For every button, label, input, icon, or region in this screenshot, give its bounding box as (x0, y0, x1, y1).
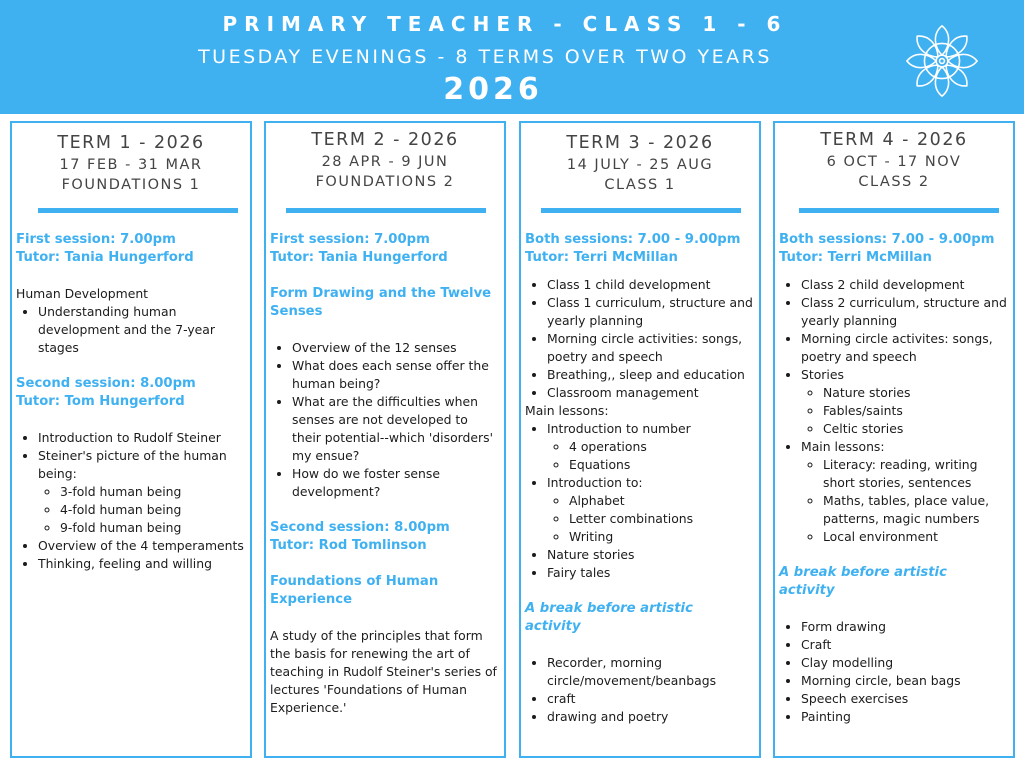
term-1-subtitle: FOUNDATIONS 1 (61, 177, 201, 193)
list-item: ◦ Nature stories (823, 384, 1007, 402)
list-item: ◦ 4-fold human being (60, 501, 244, 519)
list-item: ◦ Literacy: reading, writing short stories, sentences (823, 456, 1007, 492)
list-item: • Breathing,, sleep and education (547, 366, 753, 384)
first-session: First session: 7.00pm (16, 232, 176, 247)
list-item: • Fairy tales (547, 564, 753, 582)
term-1-title: TERM 1 - 2026 (57, 133, 205, 153)
term-2-body (270, 231, 498, 717)
term-3-body (525, 231, 753, 726)
page-subtitle: TUESDAY EVENINGS - 8 TERMS OVER TWO YEARS (198, 46, 772, 68)
list-item: • Introduction to Rudolf Steiner (38, 429, 244, 447)
list-item: • Understanding human development and the 7-year stages (38, 303, 244, 357)
term-2-title: TERM 2 - 2026 (311, 130, 459, 150)
list-item: • How do we foster sense development? (292, 465, 498, 501)
list-item: • Stories ◦ Nature stories ◦ Fables/saints ◦ Celtic stories (801, 366, 1007, 438)
session-times: Both sessions: 7.00 - 9.00pm (779, 232, 995, 247)
term-3-dates: 14 JULY - 25 AUG (566, 157, 714, 173)
term-1-divider (38, 208, 238, 213)
second-tutor: Tutor: Rod Tomlinson (270, 538, 427, 553)
list-item: • Morning circle activites: songs, poetry and speech (801, 330, 1007, 366)
list-item: ◦ Local environment (823, 528, 1007, 546)
list-item: • What does each sense offer the human being? (292, 357, 498, 393)
list-item: • Speech exercises (801, 690, 1007, 708)
list-item: • Steiner's picture of the human being: ◦ 3-fold human being ◦ 4-fold human being ◦ 9-fold human being (38, 447, 244, 537)
list-item: • Clay modelling (801, 654, 1007, 672)
list-item: • craft (547, 690, 753, 708)
list-item: • Classroom management (547, 384, 753, 402)
term-3-heading (521, 133, 759, 193)
term-2-column (264, 121, 506, 758)
list-item: • Overview of the 4 temperaments (38, 537, 244, 555)
term-3-title: TERM 3 - 2026 (566, 133, 714, 153)
list-item: • Class 2 child development (801, 276, 1007, 294)
term-2-subtitle: FOUNDATIONS 2 (315, 174, 455, 190)
session-times: Both sessions: 7.00 - 9.00pm (525, 232, 741, 247)
list-item: • What are the difficulties when senses are not developed to their potential--which 'disorders' my ensue? (292, 393, 498, 465)
list-item: • Introduction to: ◦ Alphabet ◦ Letter combinations ◦ Writing (547, 474, 753, 546)
list-item: • Thinking, feeling and willing (38, 555, 244, 573)
term-4-title: TERM 4 - 2026 (820, 130, 968, 150)
list-item: • Morning circle activities: songs, poetry and speech (547, 330, 753, 366)
term-1-column (10, 121, 252, 758)
list-item: ◦ 3-fold human being (60, 483, 244, 501)
term-4-column (773, 121, 1015, 758)
topic-heading: Form Drawing and the Twelve Senses (270, 286, 492, 319)
list-item: ◦ Alphabet (569, 492, 753, 510)
list-item: • Nature stories (547, 546, 753, 564)
first-tutor: Tutor: Tania Hungerford (16, 250, 194, 265)
list-item: • Class 1 child development (547, 276, 753, 294)
tutor: Tutor: Terri McMillan (525, 250, 678, 265)
tutor: Tutor: Terri McMillan (779, 250, 932, 265)
term-1-dates: 17 FEB - 31 MAR (59, 157, 203, 173)
list-item: ◦ Writing (569, 528, 753, 546)
list-item: ◦ Celtic stories (823, 420, 1007, 438)
page-year: 2026 (443, 72, 543, 107)
break-note: A break before artistic activity (779, 565, 947, 598)
first-session: First session: 7.00pm (270, 232, 430, 247)
list-item: ◦ 4 operations (569, 438, 753, 456)
term-4-body (779, 231, 1007, 726)
topic-heading: Foundations of Human Experience (270, 574, 439, 607)
first-tutor: Tutor: Tania Hungerford (270, 250, 448, 265)
list-item: ◦ 9-fold human being (60, 519, 244, 537)
list-item: • Overview of the 12 senses (292, 339, 498, 357)
description-paragraph: A study of the principles that form the basis for renewing the art of teaching in Rudolf Steiner's series of lectures 'Foundations of Human Experience.' (270, 628, 497, 715)
list-item: ◦ Fables/saints (823, 402, 1007, 420)
second-tutor: Tutor: Tom Hungerford (16, 394, 185, 409)
term-3-subtitle: CLASS 1 (604, 177, 676, 193)
list-item: • Morning circle, bean bags (801, 672, 1007, 690)
topic-heading: Human Development (16, 286, 149, 301)
term-3-column (519, 121, 761, 758)
list-item: • Class 1 curriculum, structure and yearly planning (547, 294, 753, 330)
list-item: • Craft (801, 636, 1007, 654)
flower-logo-icon (903, 22, 981, 100)
break-note: A break before artistic activity (525, 601, 693, 634)
list-item: • drawing and poetry (547, 708, 753, 726)
list-item: ◦ Letter combinations (569, 510, 753, 528)
term-2-dates: 28 APR - 9 JUN (321, 154, 449, 170)
term-1-heading (12, 133, 250, 193)
term-1-body (16, 231, 244, 573)
list-item: • Introduction to number ◦ 4 operations ◦ Equations (547, 420, 753, 474)
term-4-heading (775, 130, 1013, 190)
term-2-heading (266, 130, 504, 190)
second-session: Second session: 8.00pm (270, 520, 450, 535)
header-banner (0, 0, 1024, 114)
main-lessons-heading: Main lessons: (525, 403, 609, 418)
term-4-divider (799, 208, 999, 213)
list-item: ◦ Equations (569, 456, 753, 474)
term-4-subtitle: CLASS 2 (858, 174, 930, 190)
list-item: • Painting (801, 708, 1007, 726)
list-item: • Class 2 curriculum, structure and yearly planning (801, 294, 1007, 330)
page-title: PRIMARY TEACHER - CLASS 1 - 6 (222, 12, 788, 36)
second-session: Second session: 8.00pm (16, 376, 196, 391)
list-item: • Form drawing (801, 618, 1007, 636)
list-item: • Recorder, morning circle/movement/beanbags (547, 654, 753, 690)
term-4-dates: 6 OCT - 17 NOV (826, 154, 962, 170)
list-item: • Main lessons: ◦ Literacy: reading, writing short stories, sentences ◦ Maths, tables, place value, patterns, magic numbers ◦ Local environment (801, 438, 1007, 546)
term-2-divider (286, 208, 486, 213)
term-3-divider (541, 208, 741, 213)
list-item: ◦ Maths, tables, place value, patterns, magic numbers (823, 492, 1007, 528)
